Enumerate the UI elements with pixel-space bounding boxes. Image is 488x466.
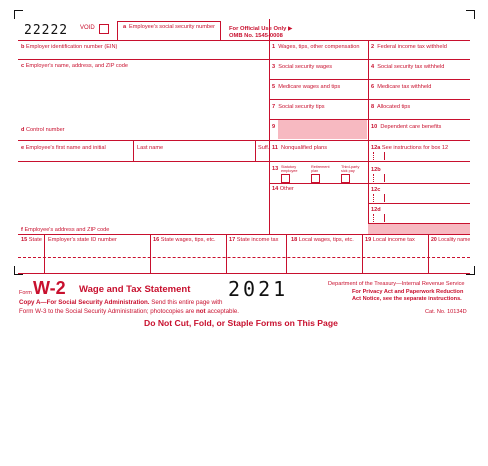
rule-v-16 bbox=[150, 234, 151, 273]
box-10-label: 10 Dependent care benefits bbox=[371, 124, 442, 130]
privacy-notice-2: Act Notice, see the separate instructions. bbox=[352, 296, 462, 302]
box-6-label: 6 Medicare tax withheld bbox=[371, 84, 432, 90]
box-12b-code-divider bbox=[373, 174, 374, 182]
box-2-field[interactable] bbox=[369, 50, 469, 58]
box-12d-code-divider bbox=[373, 214, 374, 222]
box-e-last-label: Last name bbox=[137, 145, 164, 151]
rule-v-e-last bbox=[133, 140, 134, 161]
box-12b-value-divider bbox=[384, 174, 385, 182]
official-use: For Official Use Only ▶ bbox=[229, 26, 293, 32]
box-12c-code-divider bbox=[373, 194, 374, 202]
box-12d-value-divider bbox=[384, 214, 385, 222]
box-9-label: 9 bbox=[272, 124, 276, 130]
box-b-label: b Employer identification number (EIN) bbox=[21, 44, 118, 50]
rule-v-15 bbox=[44, 234, 45, 273]
omb-number: OMB No. 1545-0008 bbox=[229, 33, 283, 39]
privacy-notice-1: For Privacy Act and Paperwork Reduction bbox=[352, 289, 464, 295]
box-c-label: c Employer's name, address, and ZIP code bbox=[21, 63, 129, 69]
form-title: Wage and Tax Statement bbox=[79, 284, 191, 295]
box-5-label: 5 Medicare wages and tips bbox=[272, 84, 341, 90]
box-20-label: 20 Locality name bbox=[431, 237, 471, 243]
rule-v-e-suff bbox=[255, 140, 256, 161]
form-code: 22222 bbox=[24, 23, 69, 38]
w3-line: Form W-3 to the Social Security Administration; photocopies are not acceptable. bbox=[19, 308, 239, 315]
box-c-employer-field[interactable] bbox=[19, 70, 268, 125]
box-1-label: 1 Wages, tips, other compensation bbox=[272, 44, 360, 50]
rule-v-20 bbox=[428, 234, 429, 273]
rule-bottom bbox=[18, 273, 470, 274]
crop-mark-top-right bbox=[466, 10, 475, 19]
box-3-label: 3 Social security wages bbox=[272, 64, 333, 70]
rule-12c bbox=[368, 203, 470, 204]
copy-a-line: Copy A—For Social Security Administration. Send this entire page with bbox=[19, 299, 223, 306]
box-13-number: 13 bbox=[272, 166, 279, 172]
rule-right-3 bbox=[269, 79, 470, 80]
box-13-statutory-label: Statutory employee bbox=[281, 165, 298, 174]
form-word: Form bbox=[19, 290, 32, 296]
box-12a-label: 12a See instructions for box 12 bbox=[371, 145, 449, 151]
void-checkbox[interactable] bbox=[99, 24, 109, 34]
box-12b-label: 12b bbox=[371, 167, 381, 173]
box-13-retirement-label: Retirement plan bbox=[311, 165, 330, 174]
box-8-label: 8 Allocated tips bbox=[371, 104, 411, 110]
retirement-checkbox[interactable] bbox=[311, 174, 320, 183]
form-name: W-2 bbox=[33, 278, 66, 298]
box-9-shaded bbox=[278, 120, 367, 139]
statutory-checkbox[interactable] bbox=[281, 174, 290, 183]
rule-right-5 bbox=[269, 99, 470, 100]
box-f-right-shaded bbox=[368, 224, 470, 234]
box-12c-label: 12c bbox=[371, 187, 381, 193]
rule-row-d bbox=[18, 140, 470, 141]
crop-mark-top-left bbox=[14, 10, 23, 19]
rule-v-right bbox=[368, 40, 369, 234]
box-17-label: 17 State income tax bbox=[229, 237, 279, 243]
void-label: VOID bbox=[80, 25, 95, 31]
do-not-cut-warning: Do Not Cut, Fold, or Staple Forms on This Page bbox=[144, 318, 338, 328]
box-15-label: 15 State bbox=[21, 237, 42, 243]
box-e-suff-label: Suff. bbox=[258, 145, 270, 151]
box-12c-value-divider bbox=[384, 194, 385, 202]
box-2-label: 2 Federal income tax withheld bbox=[371, 44, 447, 50]
box-13-thirdparty-label: Third-party sick pay bbox=[341, 165, 360, 174]
box-1-field[interactable] bbox=[270, 50, 367, 58]
catalog-number: Cat. No. 10134D bbox=[425, 309, 467, 315]
box-14-label: 14 Other bbox=[272, 186, 294, 192]
box-4-label: 4 Social security tax withheld bbox=[371, 64, 445, 70]
box-18-label: 18 Local wages, tips, etc. bbox=[291, 237, 354, 243]
tax-year: 2021 bbox=[228, 277, 289, 301]
box-f-label: f Employee's address and ZIP code bbox=[21, 227, 110, 233]
box-7-label: 7 Social security tips bbox=[272, 104, 325, 110]
rule-row-e bbox=[18, 161, 470, 162]
rule-top bbox=[18, 40, 470, 41]
rule-v-19 bbox=[362, 234, 363, 273]
box-11-label: 11 Nonqualified plans bbox=[272, 145, 328, 151]
box-b-ein-field[interactable] bbox=[19, 50, 268, 58]
box-12d-label: 12d bbox=[371, 207, 381, 213]
box-16-label: 16 State wages, tips, etc. bbox=[153, 237, 216, 243]
rule-v-18 bbox=[286, 234, 287, 273]
box-19-label: 19 Local income tax bbox=[365, 237, 415, 243]
rule-row-b bbox=[18, 59, 470, 60]
rule-v-17 bbox=[226, 234, 227, 273]
rule-row-f bbox=[18, 234, 470, 235]
rule-12b bbox=[368, 183, 470, 184]
box-e-first-label: e Employee's first name and initial bbox=[21, 145, 106, 151]
box-a-letter: a bbox=[123, 24, 127, 30]
box-15-employer-id-label: Employer's state ID number bbox=[48, 237, 117, 243]
rule-state-dash bbox=[18, 257, 470, 258]
box-a-label: Employee's social security number bbox=[129, 24, 215, 30]
thirdparty-checkbox[interactable] bbox=[341, 174, 350, 183]
dept-treasury: Department of the Treasury—Internal Revenue Service bbox=[328, 281, 465, 287]
box-d-label: d Control number bbox=[21, 127, 65, 133]
box-12a-code-divider bbox=[373, 152, 374, 160]
box-12a-value-divider bbox=[384, 152, 385, 160]
